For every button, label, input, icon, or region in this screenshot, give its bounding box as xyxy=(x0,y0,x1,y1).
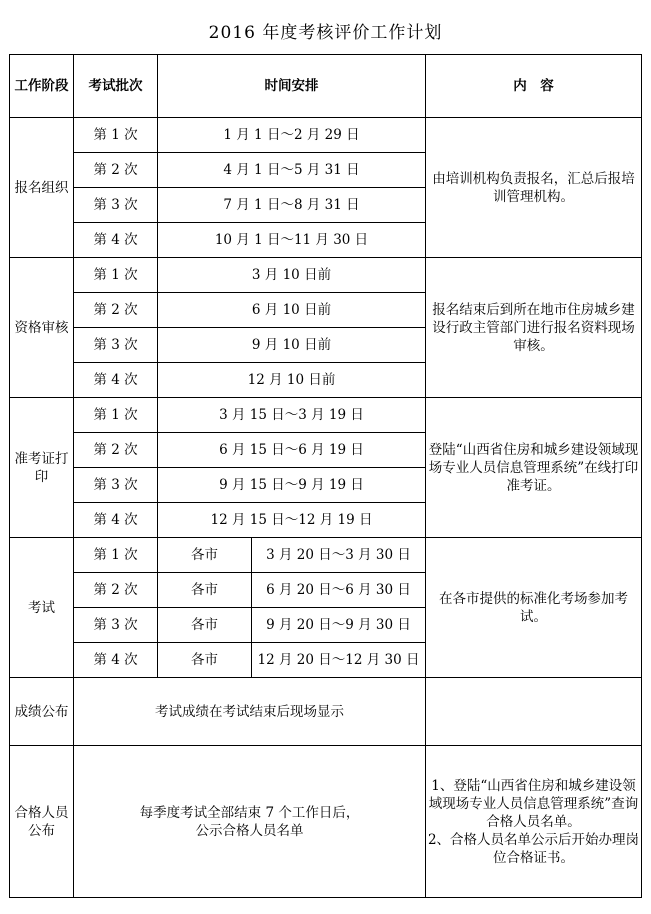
time-cell: 3 月 20 日～3 月 30 日 xyxy=(252,538,426,573)
qualified-text xyxy=(74,746,426,898)
time-cell: 4 月 1 日～5 月 31 日 xyxy=(158,153,426,188)
place-cell: 各市 xyxy=(158,643,252,678)
results-text: 考试成绩在考试结束后现场显示 xyxy=(74,678,426,746)
batch-cell: 第 3 次 xyxy=(74,608,158,643)
time-cell: 12 月 15 日～12 月 19 日 xyxy=(158,503,426,538)
stage-exam: 考试 xyxy=(10,538,74,678)
stage-qualified: 合格人员公布 xyxy=(10,746,74,898)
batch-cell: 第 3 次 xyxy=(74,328,158,363)
header-schedule: 时间安排 xyxy=(158,55,426,118)
batch-cell: 第 3 次 xyxy=(74,468,158,503)
content-review: 报名结束后到所在地市住房城乡建设行政主管部门进行报名资料现场审核。 xyxy=(426,258,642,398)
table-row xyxy=(10,538,642,573)
stage-review: 资格审核 xyxy=(10,258,74,398)
time-cell: 6 月 15 日～6 月 19 日 xyxy=(158,433,426,468)
time-cell: 7 月 1 日～8 月 31 日 xyxy=(158,188,426,223)
table-row xyxy=(10,118,642,153)
stage-registration: 报名组织 xyxy=(10,118,74,258)
qualified-text-line: 公示合格人员名单 xyxy=(195,822,304,839)
time-cell: 3 月 10 日前 xyxy=(158,258,426,293)
batch-cell: 第 3 次 xyxy=(74,188,158,223)
time-cell: 9 月 15 日～9 月 19 日 xyxy=(158,468,426,503)
document-title: 2016 年度考核评价工作计划 xyxy=(208,23,443,43)
content-qualified xyxy=(426,746,642,898)
time-cell: 3 月 15 日～3 月 19 日 xyxy=(158,398,426,433)
header-batch: 考试批次 xyxy=(74,55,158,118)
batch-cell: 第 1 次 xyxy=(74,398,158,433)
time-cell: 12 月 10 日前 xyxy=(158,363,426,398)
content-registration: 由培训机构负责报名，汇总后报培训管理机构。 xyxy=(426,118,642,258)
work-plan-table xyxy=(9,54,642,898)
qualified-note-1: 1、登陆“山西省住房和城乡建设领域现场专业人员信息管理系统”查询合格人员名单。 xyxy=(428,777,639,830)
time-cell: 1 月 1 日～2 月 29 日 xyxy=(158,118,426,153)
batch-cell: 第 1 次 xyxy=(74,538,158,573)
stage-ticket: 准考证打印 xyxy=(10,398,74,538)
time-cell: 12 月 20 日～12 月 30 日 xyxy=(252,643,426,678)
time-cell: 6 月 10 日前 xyxy=(158,293,426,328)
time-cell: 6 月 20 日～6 月 30 日 xyxy=(252,573,426,608)
content-exam: 在各市提供的标准化考场参加考试。 xyxy=(426,538,642,678)
batch-cell: 第 1 次 xyxy=(74,118,158,153)
qualified-text-line: 每季度考试全部结束 7 个工作日后， xyxy=(139,804,360,821)
place-cell: 各市 xyxy=(158,573,252,608)
table-row xyxy=(10,258,642,293)
stage-results: 成绩公布 xyxy=(10,678,74,746)
place-cell: 各市 xyxy=(158,538,252,573)
batch-cell: 第 4 次 xyxy=(74,503,158,538)
header-stage: 工作阶段 xyxy=(10,55,74,118)
header-content: 内 容 xyxy=(426,55,642,118)
time-cell: 10 月 1 日～11 月 30 日 xyxy=(158,223,426,258)
qualified-note-2: 2、合格人员名单公示后开始办理岗位合格证书。 xyxy=(427,831,640,866)
time-cell: 9 月 20 日～9 月 30 日 xyxy=(252,608,426,643)
batch-cell: 第 4 次 xyxy=(74,223,158,258)
batch-cell: 第 1 次 xyxy=(74,258,158,293)
place-cell: 各市 xyxy=(158,608,252,643)
content-results xyxy=(426,678,642,746)
header-row xyxy=(10,55,642,118)
table-row xyxy=(10,398,642,433)
batch-cell: 第 2 次 xyxy=(74,573,158,608)
table-row xyxy=(10,746,642,898)
time-cell: 9 月 10 日前 xyxy=(158,328,426,363)
batch-cell: 第 4 次 xyxy=(74,363,158,398)
batch-cell: 第 2 次 xyxy=(74,433,158,468)
batch-cell: 第 2 次 xyxy=(74,293,158,328)
content-ticket: 登陆“山西省住房和城乡建设领域现场专业人员信息管理系统”在线打印准考证。 xyxy=(426,398,642,538)
table-row xyxy=(10,678,642,746)
batch-cell: 第 2 次 xyxy=(74,153,158,188)
batch-cell: 第 4 次 xyxy=(74,643,158,678)
